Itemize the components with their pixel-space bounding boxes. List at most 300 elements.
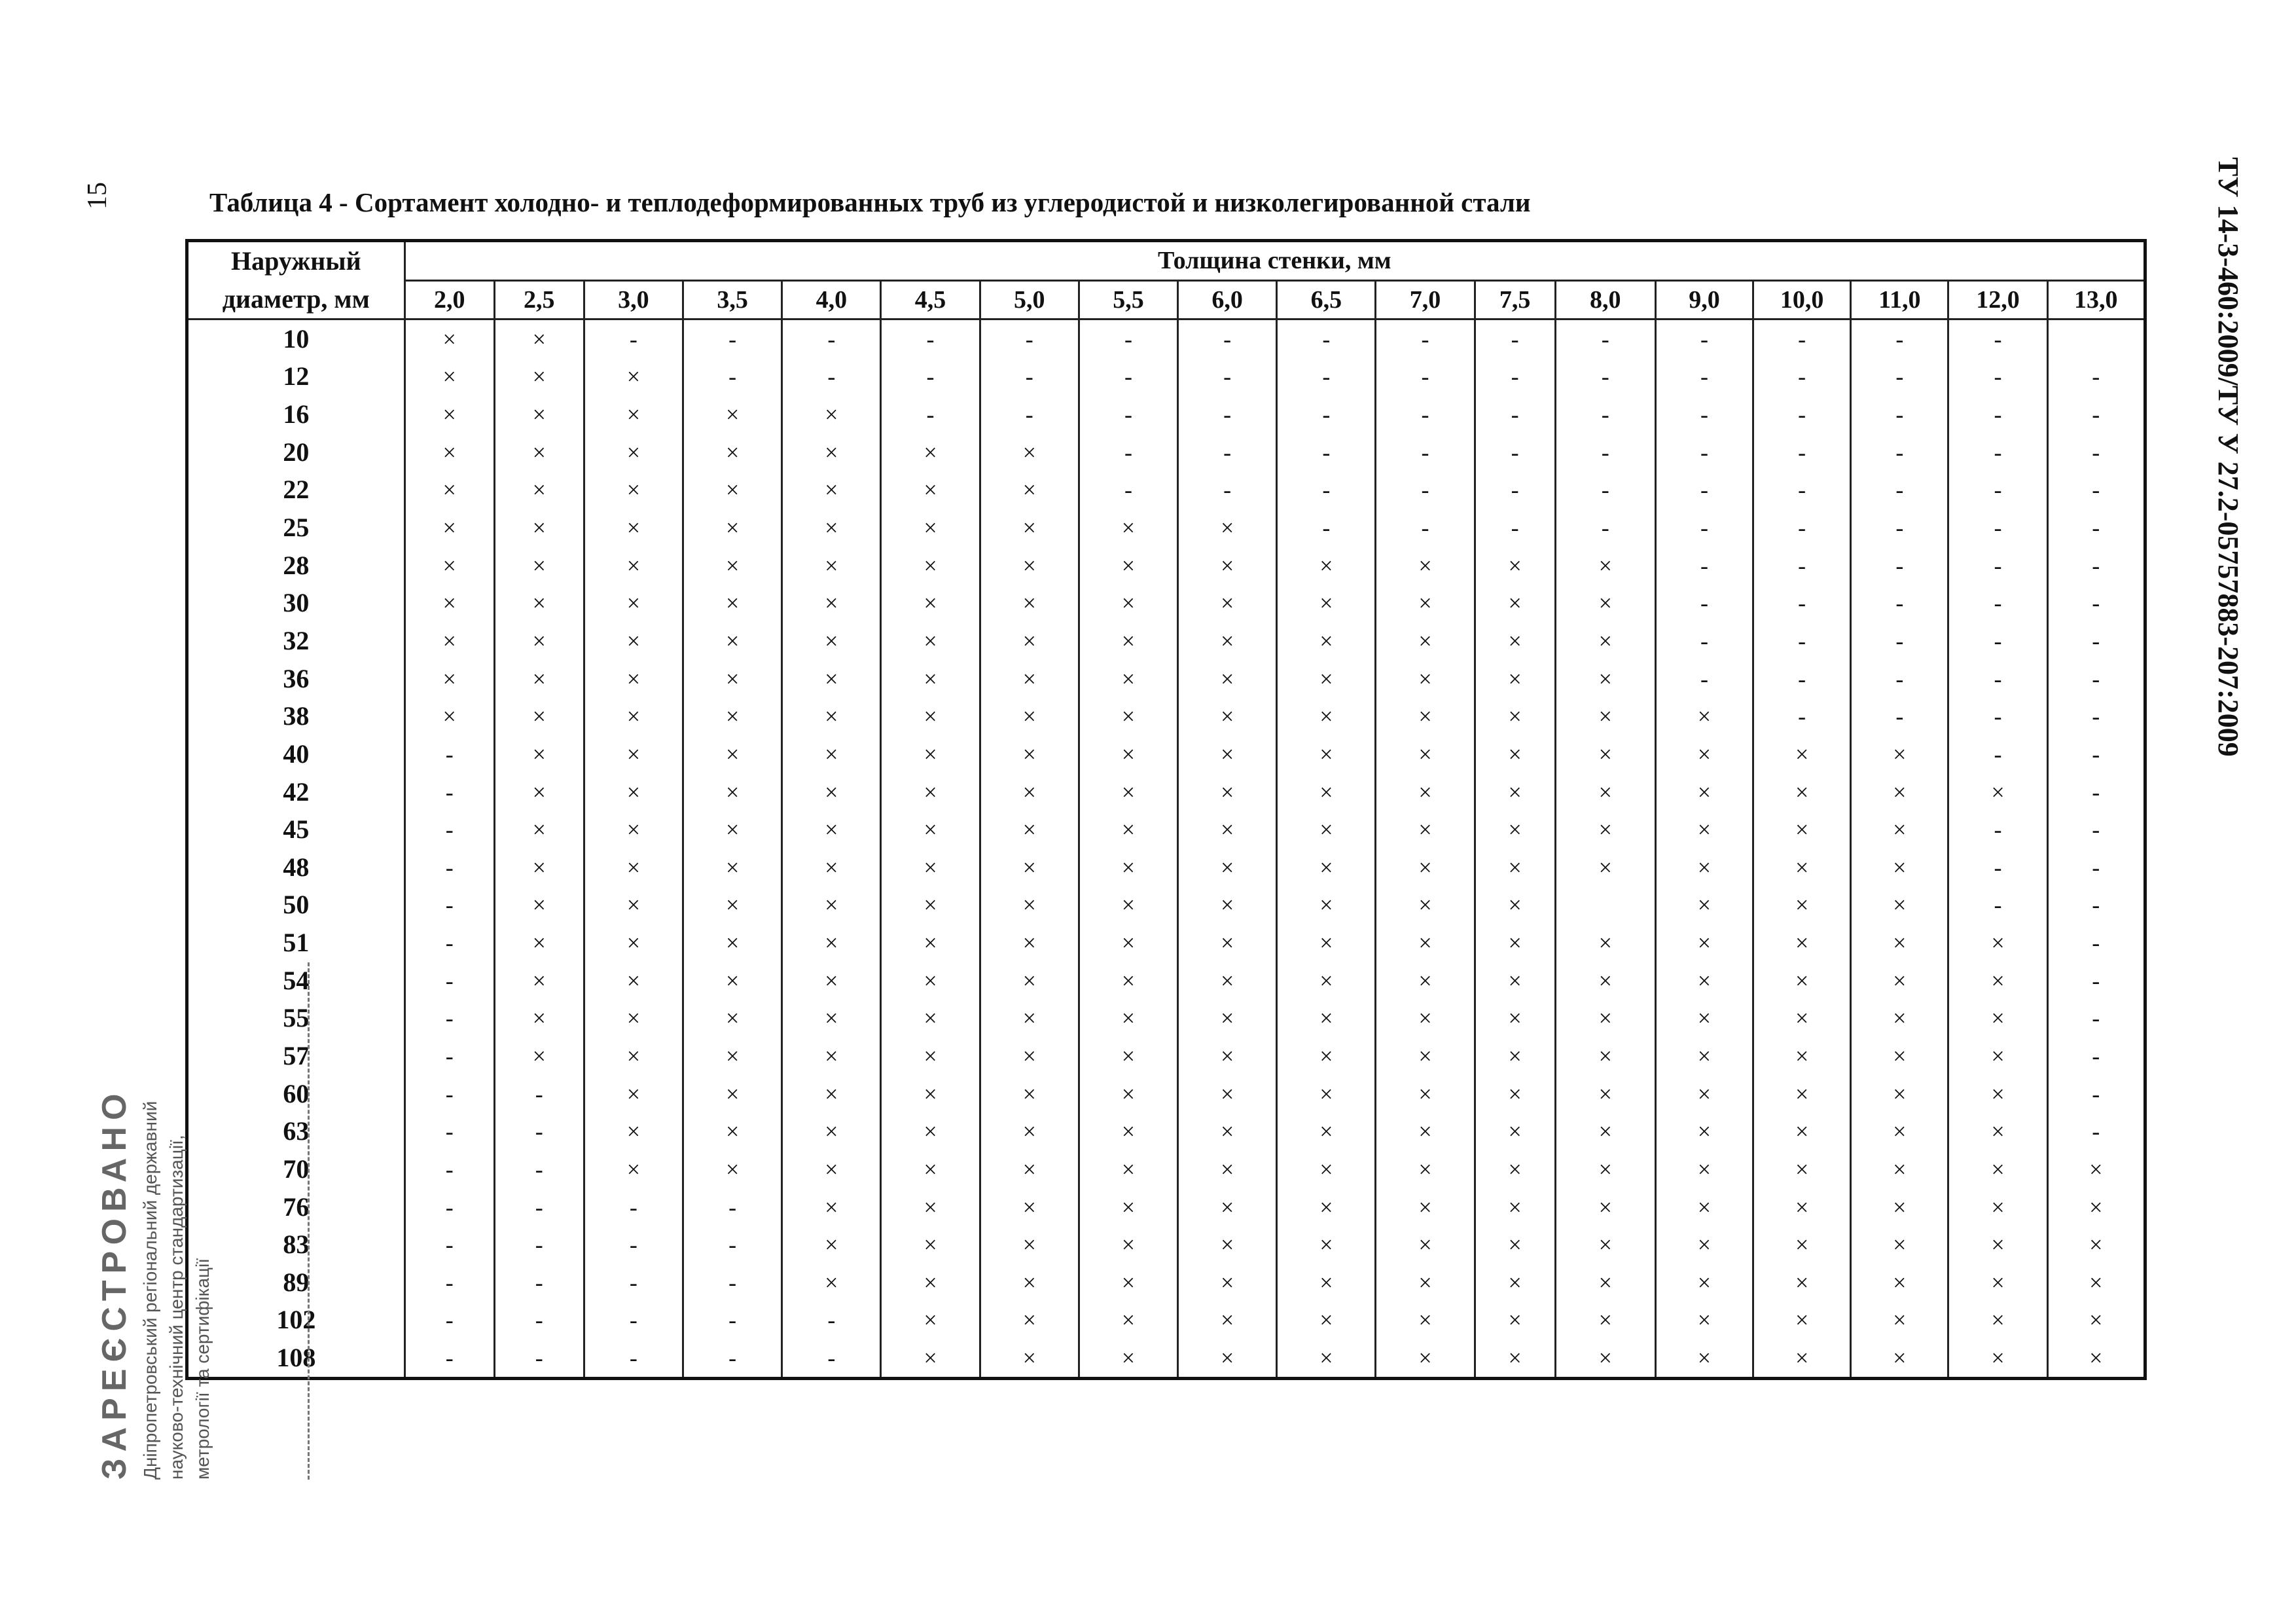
- availability-cell: ×: [1475, 1075, 1555, 1113]
- diameter-cell: 89: [187, 1264, 405, 1302]
- availability-cell: -: [1948, 547, 2047, 585]
- availability-cell: -: [1948, 509, 2047, 547]
- availability-cell: ×: [1555, 1188, 1655, 1226]
- availability-cell: ×: [1475, 547, 1555, 585]
- availability-cell: -: [1948, 319, 2047, 358]
- availability-cell: ×: [1948, 1264, 2047, 1302]
- availability-cell: ×: [1851, 1188, 1948, 1226]
- availability-cell: -: [404, 848, 494, 886]
- availability-cell: ×: [494, 395, 584, 433]
- availability-cell: ×: [881, 735, 980, 773]
- availability-cell: ×: [1948, 773, 2047, 811]
- table-row: [187, 697, 2145, 735]
- stamp-title: ЗАРЕЄСТРОВАНО: [96, 1087, 134, 1480]
- availability-cell: ×: [1753, 773, 1851, 811]
- availability-cell: -: [1555, 471, 1655, 509]
- availability-cell: ×: [1079, 547, 1177, 585]
- thickness-col-header: 4,5: [881, 280, 980, 319]
- availability-cell: ×: [683, 1112, 782, 1150]
- availability-cell: ×: [1753, 1112, 1851, 1150]
- availability-cell: ×: [2047, 1264, 2145, 1302]
- availability-cell: -: [584, 1339, 683, 1378]
- availability-cell: ×: [1475, 962, 1555, 1000]
- availability-cell: ×: [1277, 547, 1376, 585]
- availability-cell: [2047, 319, 2145, 358]
- availability-cell: -: [1655, 622, 1753, 660]
- availability-cell: ×: [980, 773, 1079, 811]
- availability-cell: ×: [1277, 1226, 1376, 1264]
- availability-cell: ×: [1277, 848, 1376, 886]
- availability-cell: ×: [1079, 1188, 1177, 1226]
- availability-cell: ×: [1655, 1339, 1753, 1378]
- availability-cell: ×: [782, 585, 881, 623]
- availability-cell: [1555, 886, 1655, 924]
- availability-cell: ×: [1178, 848, 1277, 886]
- table-row: [187, 1075, 2145, 1113]
- table-row: [187, 319, 2145, 358]
- availability-cell: ×: [1948, 962, 2047, 1000]
- availability-cell: ×: [1376, 1302, 1475, 1340]
- availability-cell: ×: [494, 1037, 584, 1075]
- availability-cell: ×: [1655, 697, 1753, 735]
- availability-cell: -: [2047, 886, 2145, 924]
- availability-cell: ×: [782, 848, 881, 886]
- availability-cell: -: [2047, 471, 2145, 509]
- availability-cell: ×: [584, 1000, 683, 1038]
- availability-cell: -: [1178, 319, 1277, 358]
- availability-cell: ×: [404, 509, 494, 547]
- availability-cell: ×: [1555, 811, 1655, 848]
- availability-cell: ×: [1178, 660, 1277, 698]
- availability-cell: ×: [881, 660, 980, 698]
- availability-cell: ×: [1475, 622, 1555, 660]
- pipe-range-table: [185, 239, 2147, 1380]
- table-row: [187, 433, 2145, 471]
- availability-cell: ×: [1079, 735, 1177, 773]
- availability-cell: ×: [1753, 735, 1851, 773]
- availability-cell: -: [683, 1188, 782, 1226]
- availability-cell: ×: [1376, 735, 1475, 773]
- availability-cell: -: [1655, 319, 1753, 358]
- availability-cell: ×: [1555, 1000, 1655, 1038]
- availability-cell: ×: [1555, 1150, 1655, 1188]
- availability-cell: -: [683, 1264, 782, 1302]
- availability-cell: -: [404, 1302, 494, 1340]
- availability-cell: ×: [782, 660, 881, 698]
- availability-cell: ×: [494, 773, 584, 811]
- availability-cell: ×: [881, 1188, 980, 1226]
- table-row: [187, 622, 2145, 660]
- availability-cell: ×: [1851, 1000, 1948, 1038]
- availability-cell: ×: [1475, 924, 1555, 962]
- table-row: [187, 735, 2145, 773]
- availability-cell: -: [1851, 358, 1948, 396]
- availability-cell: ×: [1851, 811, 1948, 848]
- thickness-col-header: 5,5: [1079, 280, 1177, 319]
- availability-cell: -: [1753, 509, 1851, 547]
- availability-cell: ×: [1475, 1226, 1555, 1264]
- availability-cell: ×: [1475, 1264, 1555, 1302]
- availability-cell: ×: [1079, 773, 1177, 811]
- availability-cell: ×: [1376, 1150, 1475, 1188]
- availability-cell: ×: [494, 924, 584, 962]
- diameter-cell: 20: [187, 433, 405, 471]
- availability-cell: -: [1948, 848, 2047, 886]
- availability-cell: ×: [584, 697, 683, 735]
- availability-cell: ×: [1277, 924, 1376, 962]
- availability-cell: ×: [1555, 1112, 1655, 1150]
- availability-cell: -: [1948, 622, 2047, 660]
- availability-cell: ×: [1851, 1150, 1948, 1188]
- availability-cell: -: [1948, 811, 2047, 848]
- availability-cell: -: [1079, 433, 1177, 471]
- availability-cell: -: [404, 924, 494, 962]
- stamp-line-2: науково-технічний центр стандартизації,: [166, 1135, 187, 1480]
- availability-cell: ×: [782, 886, 881, 924]
- availability-cell: -: [1178, 471, 1277, 509]
- availability-cell: ×: [782, 811, 881, 848]
- availability-cell: -: [683, 358, 782, 396]
- availability-cell: -: [881, 395, 980, 433]
- availability-cell: ×: [1475, 735, 1555, 773]
- availability-cell: ×: [980, 886, 1079, 924]
- availability-cell: ×: [1277, 1112, 1376, 1150]
- availability-cell: ×: [1178, 1339, 1277, 1378]
- availability-cell: ×: [782, 471, 881, 509]
- availability-cell: -: [1851, 395, 1948, 433]
- availability-cell: ×: [404, 660, 494, 698]
- availability-cell: ×: [1277, 773, 1376, 811]
- availability-cell: ×: [1376, 1188, 1475, 1226]
- thickness-col-header: 7,0: [1376, 280, 1475, 319]
- availability-cell: ×: [980, 962, 1079, 1000]
- diameter-cell: 55: [187, 1000, 405, 1038]
- availability-cell: ×: [782, 395, 881, 433]
- availability-cell: ×: [494, 433, 584, 471]
- availability-cell: ×: [404, 471, 494, 509]
- availability-cell: ×: [584, 848, 683, 886]
- availability-cell: -: [881, 358, 980, 396]
- availability-cell: ×: [881, 1075, 980, 1113]
- availability-cell: ×: [683, 773, 782, 811]
- availability-cell: ×: [782, 622, 881, 660]
- thickness-header: Толщина стенки, мм: [404, 241, 2145, 281]
- availability-cell: -: [881, 319, 980, 358]
- availability-cell: ×: [1555, 585, 1655, 623]
- table-row: [187, 358, 2145, 396]
- availability-cell: -: [980, 358, 1079, 396]
- availability-cell: ×: [980, 924, 1079, 962]
- availability-cell: ×: [1475, 1188, 1555, 1226]
- table-row: [187, 773, 2145, 811]
- availability-cell: ×: [494, 811, 584, 848]
- availability-cell: -: [1948, 697, 2047, 735]
- availability-cell: -: [980, 319, 1079, 358]
- page-number: 15: [82, 182, 113, 210]
- availability-cell: -: [2047, 1000, 2145, 1038]
- availability-cell: ×: [1555, 848, 1655, 886]
- availability-cell: ×: [1376, 660, 1475, 698]
- availability-cell: ×: [1277, 1000, 1376, 1038]
- availability-cell: ×: [980, 1264, 1079, 1302]
- availability-cell: ×: [1948, 924, 2047, 962]
- availability-cell: -: [494, 1188, 584, 1226]
- availability-cell: ×: [1475, 811, 1555, 848]
- availability-cell: ×: [1277, 1037, 1376, 1075]
- availability-cell: -: [1376, 319, 1475, 358]
- availability-cell: ×: [1376, 1339, 1475, 1378]
- availability-cell: ×: [1948, 1188, 2047, 1226]
- availability-cell: -: [782, 358, 881, 396]
- registration-stamp: [92, 962, 310, 1480]
- availability-cell: ×: [1376, 886, 1475, 924]
- availability-cell: ×: [1555, 1339, 1655, 1378]
- availability-cell: ×: [881, 886, 980, 924]
- thickness-col-header: 13,0: [2047, 280, 2145, 319]
- availability-cell: ×: [1555, 547, 1655, 585]
- availability-cell: ×: [584, 924, 683, 962]
- availability-cell: ×: [584, 395, 683, 433]
- availability-cell: -: [1948, 433, 2047, 471]
- availability-cell: ×: [1753, 1000, 1851, 1038]
- availability-cell: ×: [584, 735, 683, 773]
- availability-cell: -: [782, 1339, 881, 1378]
- availability-cell: ×: [1851, 1302, 1948, 1340]
- availability-cell: -: [1655, 471, 1753, 509]
- table-row: [187, 1000, 2145, 1038]
- availability-cell: ×: [683, 471, 782, 509]
- availability-cell: ×: [1277, 1302, 1376, 1340]
- availability-cell: -: [1753, 471, 1851, 509]
- table-row: [187, 1150, 2145, 1188]
- availability-cell: ×: [980, 1112, 1079, 1150]
- availability-cell: ×: [980, 1150, 1079, 1188]
- availability-cell: ×: [683, 848, 782, 886]
- availability-cell: -: [1655, 585, 1753, 623]
- availability-cell: ×: [584, 547, 683, 585]
- availability-cell: -: [2047, 585, 2145, 623]
- availability-cell: ×: [584, 433, 683, 471]
- thickness-col-header: 6,0: [1178, 280, 1277, 319]
- availability-cell: -: [404, 735, 494, 773]
- document-code: ТУ 14-3-460:2009/ТУ У 27.2-05757883-207:2009: [2212, 157, 2244, 757]
- table-row: [187, 1226, 2145, 1264]
- availability-cell: ×: [980, 1188, 1079, 1226]
- availability-cell: ×: [2047, 1226, 2145, 1264]
- table-row: [187, 962, 2145, 1000]
- availability-cell: -: [1948, 358, 2047, 396]
- availability-cell: ×: [1851, 1112, 1948, 1150]
- availability-cell: -: [1277, 471, 1376, 509]
- availability-cell: ×: [1277, 735, 1376, 773]
- availability-cell: ×: [494, 962, 584, 1000]
- availability-cell: ×: [782, 735, 881, 773]
- availability-cell: ×: [1555, 1264, 1655, 1302]
- availability-cell: -: [1851, 509, 1948, 547]
- availability-cell: ×: [494, 319, 584, 358]
- availability-cell: ×: [881, 1302, 980, 1340]
- availability-cell: ×: [1851, 924, 1948, 962]
- availability-cell: -: [2047, 395, 2145, 433]
- availability-cell: ×: [782, 1000, 881, 1038]
- availability-cell: -: [1655, 660, 1753, 698]
- availability-cell: ×: [1655, 924, 1753, 962]
- thickness-col-header: 7,5: [1475, 280, 1555, 319]
- availability-cell: ×: [980, 811, 1079, 848]
- availability-cell: ×: [494, 585, 584, 623]
- thickness-col-header: 3,0: [584, 280, 683, 319]
- availability-cell: -: [1277, 319, 1376, 358]
- table-title: Таблица 4 - Сортамент холодно- и теплодеформированных труб из углеродистой и низколегированной стали: [209, 187, 1531, 217]
- availability-cell: ×: [1851, 1075, 1948, 1113]
- availability-cell: ×: [1475, 585, 1555, 623]
- availability-cell: ×: [881, 1000, 980, 1038]
- availability-cell: ×: [584, 358, 683, 396]
- availability-cell: ×: [1376, 773, 1475, 811]
- availability-cell: ×: [1376, 585, 1475, 623]
- diameter-cell: 108: [187, 1339, 405, 1378]
- diameter-cell: 102: [187, 1302, 405, 1340]
- availability-cell: ×: [683, 924, 782, 962]
- availability-cell: -: [1376, 509, 1475, 547]
- diameter-cell: 16: [187, 395, 405, 433]
- availability-cell: ×: [881, 1264, 980, 1302]
- diameter-cell: 28: [187, 547, 405, 585]
- diameter-cell: 70: [187, 1150, 405, 1188]
- availability-cell: ×: [1655, 962, 1753, 1000]
- availability-cell: ×: [683, 697, 782, 735]
- diameter-cell: 10: [187, 319, 405, 358]
- availability-cell: ×: [404, 319, 494, 358]
- availability-cell: ×: [584, 1037, 683, 1075]
- availability-cell: ×: [404, 697, 494, 735]
- availability-cell: ×: [1753, 886, 1851, 924]
- availability-cell: ×: [1555, 1226, 1655, 1264]
- availability-cell: ×: [1277, 1150, 1376, 1188]
- availability-cell: -: [1079, 358, 1177, 396]
- availability-cell: ×: [494, 1000, 584, 1038]
- diameter-cell: 42: [187, 773, 405, 811]
- availability-cell: ×: [782, 962, 881, 1000]
- availability-cell: ×: [980, 509, 1079, 547]
- availability-cell: ×: [881, 962, 980, 1000]
- availability-cell: ×: [404, 358, 494, 396]
- availability-cell: -: [584, 1188, 683, 1226]
- availability-cell: ×: [683, 585, 782, 623]
- availability-cell: -: [2047, 811, 2145, 848]
- availability-cell: -: [2047, 1112, 2145, 1150]
- availability-cell: -: [2047, 924, 2145, 962]
- diameter-cell: 30: [187, 585, 405, 623]
- availability-cell: ×: [1079, 924, 1177, 962]
- availability-cell: ×: [782, 1188, 881, 1226]
- table-row: [187, 509, 2145, 547]
- availability-cell: ×: [1178, 1112, 1277, 1150]
- diameter-cell: 51: [187, 924, 405, 962]
- availability-cell: ×: [1655, 886, 1753, 924]
- availability-cell: -: [494, 1264, 584, 1302]
- availability-cell: ×: [1555, 697, 1655, 735]
- thickness-col-header: 3,5: [683, 280, 782, 319]
- availability-cell: -: [1655, 547, 1753, 585]
- availability-cell: ×: [1376, 1037, 1475, 1075]
- availability-cell: ×: [1277, 660, 1376, 698]
- availability-cell: -: [1376, 433, 1475, 471]
- availability-cell: -: [1376, 395, 1475, 433]
- availability-cell: ×: [1277, 1075, 1376, 1113]
- availability-cell: ×: [1753, 1339, 1851, 1378]
- availability-cell: -: [1376, 471, 1475, 509]
- availability-cell: -: [1753, 395, 1851, 433]
- availability-cell: ×: [1079, 886, 1177, 924]
- thickness-col-header: 12,0: [1948, 280, 2047, 319]
- thickness-col-header: 2,0: [404, 280, 494, 319]
- availability-cell: -: [494, 1075, 584, 1113]
- availability-cell: -: [1178, 395, 1277, 433]
- availability-cell: ×: [1079, 1339, 1177, 1378]
- availability-cell: ×: [1851, 1037, 1948, 1075]
- availability-cell: ×: [1475, 1112, 1555, 1150]
- availability-cell: ×: [1376, 622, 1475, 660]
- availability-cell: ×: [1079, 1075, 1177, 1113]
- availability-cell: ×: [980, 1075, 1079, 1113]
- availability-cell: -: [1178, 433, 1277, 471]
- diameter-header: [187, 241, 405, 319]
- diameter-cell: 83: [187, 1226, 405, 1264]
- availability-cell: -: [1948, 395, 2047, 433]
- availability-cell: ×: [980, 547, 1079, 585]
- availability-cell: ×: [881, 924, 980, 962]
- availability-cell: ×: [1753, 848, 1851, 886]
- availability-cell: -: [2047, 358, 2145, 396]
- availability-cell: ×: [1079, 1037, 1177, 1075]
- availability-cell: ×: [1753, 1302, 1851, 1340]
- availability-cell: -: [1948, 735, 2047, 773]
- availability-cell: -: [404, 1226, 494, 1264]
- availability-cell: -: [1753, 585, 1851, 623]
- availability-cell: ×: [1376, 848, 1475, 886]
- availability-cell: ×: [881, 697, 980, 735]
- availability-cell: -: [404, 1264, 494, 1302]
- diameter-cell: 38: [187, 697, 405, 735]
- availability-cell: ×: [1178, 773, 1277, 811]
- availability-cell: -: [1851, 697, 1948, 735]
- availability-cell: ×: [1376, 811, 1475, 848]
- availability-cell: ×: [1655, 811, 1753, 848]
- availability-cell: ×: [980, 697, 1079, 735]
- availability-cell: -: [494, 1150, 584, 1188]
- availability-cell: -: [2047, 697, 2145, 735]
- availability-cell: ×: [1277, 622, 1376, 660]
- availability-cell: -: [2047, 660, 2145, 698]
- availability-cell: ×: [1079, 1000, 1177, 1038]
- availability-cell: -: [2047, 433, 2145, 471]
- diameter-cell: 63: [187, 1112, 405, 1150]
- availability-cell: ×: [1753, 1264, 1851, 1302]
- availability-cell: ×: [782, 1264, 881, 1302]
- availability-cell: -: [1851, 547, 1948, 585]
- availability-cell: -: [683, 1226, 782, 1264]
- availability-cell: ×: [1475, 1302, 1555, 1340]
- availability-cell: -: [1475, 509, 1555, 547]
- availability-cell: ×: [1655, 1112, 1753, 1150]
- availability-cell: -: [2047, 1037, 2145, 1075]
- availability-cell: ×: [782, 1150, 881, 1188]
- availability-cell: -: [2047, 773, 2145, 811]
- availability-cell: ×: [782, 1075, 881, 1113]
- availability-cell: -: [1655, 509, 1753, 547]
- availability-cell: ×: [1079, 1150, 1177, 1188]
